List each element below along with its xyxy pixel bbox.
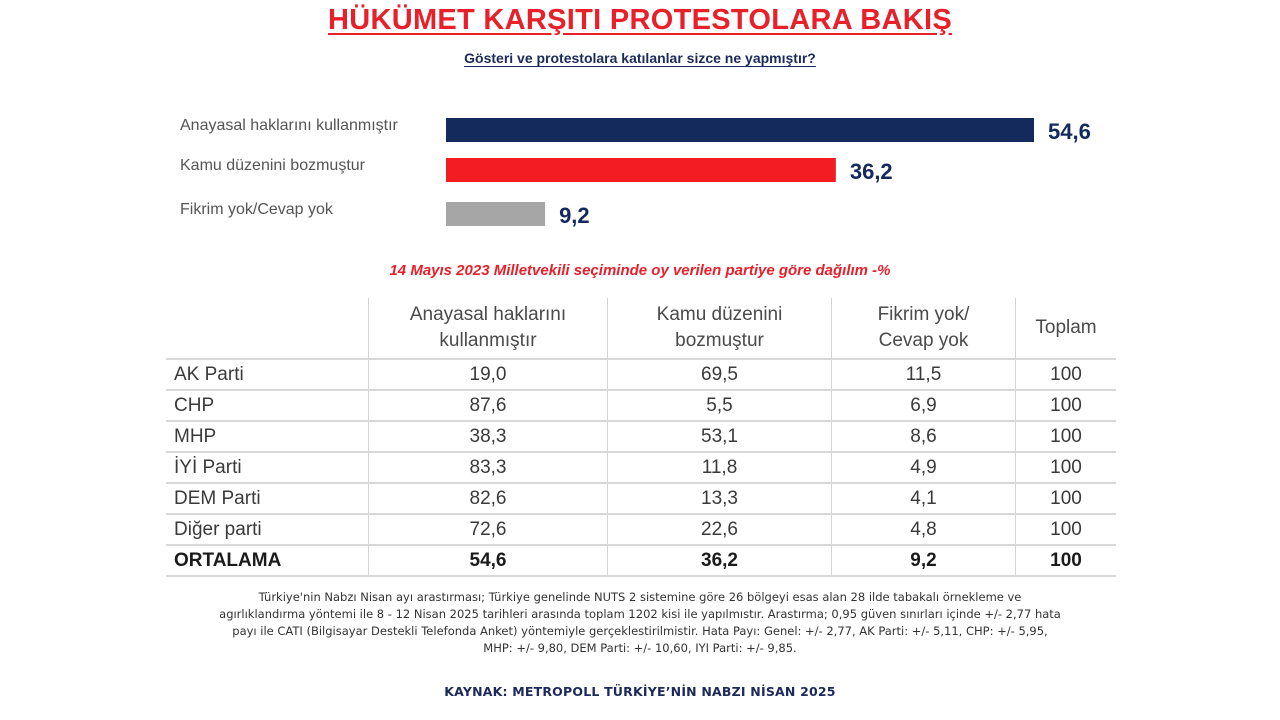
party-name: Diğer parti xyxy=(166,514,369,545)
column-header-line: Kamu düzenini xyxy=(656,304,783,325)
table-cell: 22,6 xyxy=(608,514,832,545)
column-header xyxy=(608,298,832,359)
table-cell: 4,9 xyxy=(832,452,1016,483)
bar xyxy=(446,202,545,226)
table-cell: 4,1 xyxy=(832,483,1016,514)
table-row xyxy=(166,483,1116,514)
column-header xyxy=(832,298,1016,359)
methodology-line: agırlıklandırma yöntemi ile 8 - 12 Nisan 2025 tarihleri arasında toplam 1202 kisi ile yapılmıstır. Arastırma; 0,95 güven sınırları içinde +/- 2,77 hata xyxy=(219,607,1061,621)
party-name: İYİ Parti xyxy=(166,452,369,483)
source-line: KAYNAK: METROPOLL TÜRKİYE’NİN NABZI NİSAN 2025 xyxy=(444,684,836,699)
table-cell: 6,9 xyxy=(832,390,1016,421)
average-row xyxy=(166,545,1116,576)
bar-value-label: 9,2 xyxy=(559,203,590,228)
table-row xyxy=(166,359,1116,390)
bar-category-label: Fikrim yok/Cevap yok xyxy=(180,201,333,218)
table-cell: 83,3 xyxy=(369,452,608,483)
table-cell: 100 xyxy=(1016,483,1117,514)
table-cell: 8,6 xyxy=(832,421,1016,452)
table-cell: 54,6 xyxy=(369,545,608,576)
column-header-line: Cevap yok xyxy=(878,330,969,351)
table-cell: 53,1 xyxy=(608,421,832,452)
table-cell: 100 xyxy=(1016,421,1117,452)
column-header xyxy=(369,298,608,359)
table-cell: 100 xyxy=(1016,514,1117,545)
table-cell: 82,6 xyxy=(369,483,608,514)
bar xyxy=(446,118,1034,142)
table-header-row xyxy=(166,298,1116,359)
bar-category-label: Kamu düzenini bozmuştur xyxy=(180,157,365,174)
table-cell: 11,8 xyxy=(608,452,832,483)
methodology-note xyxy=(200,589,1080,657)
table-cell: 19,0 xyxy=(369,359,608,390)
table-cell: 69,5 xyxy=(608,359,832,390)
bar-value-label: 36,2 xyxy=(849,159,893,184)
bar-value-label: 54,6 xyxy=(1048,119,1091,144)
column-header-line: Toplam xyxy=(1035,317,1097,338)
breakdown-title: 14 Mayıs 2023 Milletvekili seçiminde oy verilen partiye göre dağılım -% xyxy=(389,262,891,279)
table-cell: 100 xyxy=(1016,359,1117,390)
header-party xyxy=(166,298,369,359)
table-cell: 36,2 xyxy=(608,545,832,576)
bar xyxy=(446,158,836,182)
table-cell: 100 xyxy=(1016,452,1117,483)
table-cell: 5,5 xyxy=(608,390,832,421)
methodology-line: MHP: +/- 9,80, DEM Parti: +/- 10,60, IYI Parti: +/- 9,85. xyxy=(483,641,797,655)
party-name: CHP xyxy=(166,390,369,421)
party-name: AK Parti xyxy=(166,359,369,390)
table-cell: 13,3 xyxy=(608,483,832,514)
methodology-line: payı ile CATI (Bilgisayar Destekli Telefonda Anket) yöntemiyle gerçeklestirilmistir. Hata Payı: Genel: +/- 2,77, AK Parti: +/- 5,11, CHP: +/- 5,95, xyxy=(232,624,1048,638)
party-name: DEM Parti xyxy=(166,483,369,514)
table-cell: 9,2 xyxy=(832,545,1016,576)
table-row xyxy=(166,421,1116,452)
bar-category-label: Anayasal haklarını kullanmıştır xyxy=(180,117,398,134)
column-header-line: Anayasal haklarını xyxy=(409,304,567,325)
column-header-line: bozmuştur xyxy=(675,330,764,351)
table-cell: 4,8 xyxy=(832,514,1016,545)
average-label: ORTALAMA xyxy=(166,545,369,576)
column-header-line: kullanmıştır xyxy=(439,330,537,351)
bar-chart xyxy=(0,0,1280,250)
column-header-line: Fikrim yok/ xyxy=(877,304,970,325)
table-row xyxy=(166,514,1116,545)
table-cell: 100 xyxy=(1016,545,1117,576)
page-title: HÜKÜMET KARŞITI PROTESTOLARA BAKIŞ xyxy=(327,4,953,36)
table-cell: 38,3 xyxy=(369,421,608,452)
table-cell: 87,6 xyxy=(369,390,608,421)
table-row xyxy=(166,390,1116,421)
breakdown-table xyxy=(166,298,1116,577)
column-header xyxy=(1016,298,1117,359)
table-row xyxy=(166,452,1116,483)
methodology-line: Türkiye'nin Nabzı Nisan ayı arastırması; Türkiye genelinde NUTS 2 sistemine göre 26 bölgeyi esas alan 28 ilde tabakalı örnekleme ve xyxy=(258,590,1022,604)
survey-question: Gösteri ve protestolara katılanlar sizce ne yapmıştır? xyxy=(464,50,816,66)
party-name: MHP xyxy=(166,421,369,452)
table-cell: 100 xyxy=(1016,390,1117,421)
table-cell: 11,5 xyxy=(832,359,1016,390)
table-cell: 72,6 xyxy=(369,514,608,545)
